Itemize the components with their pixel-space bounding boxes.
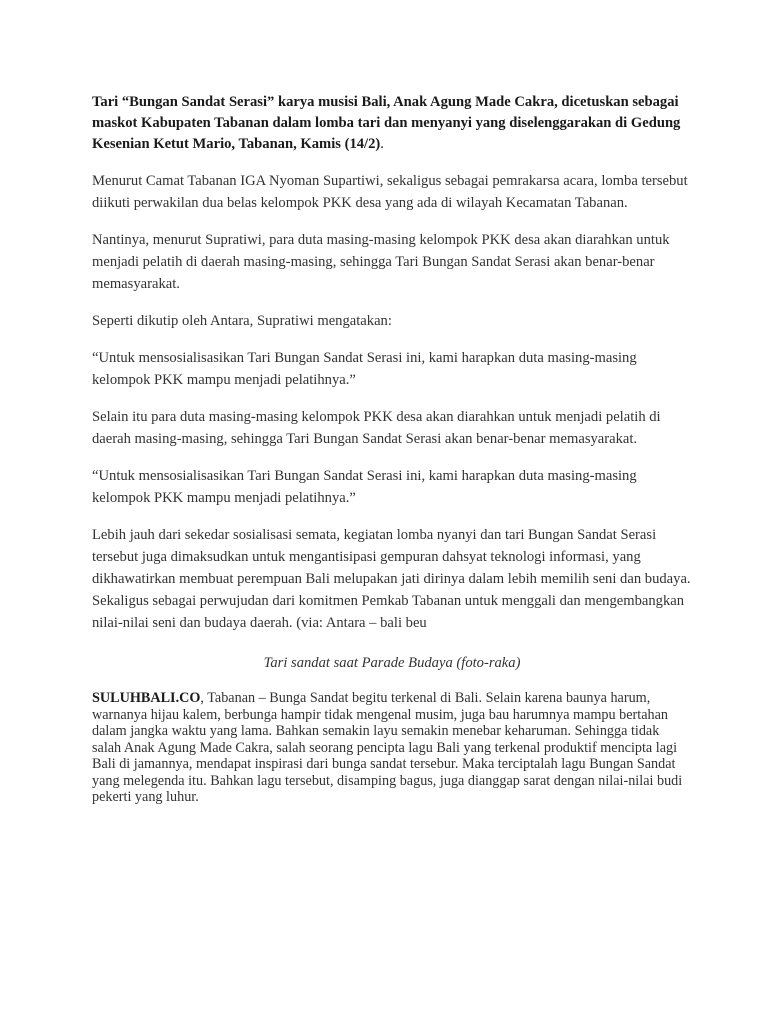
paragraph-lebih-jauh: Lebih jauh dari sekedar sosialisasi semata, kegiatan lomba nyanyi dan tari Bungan Sandat Serasi tersebut juga dimaksudkan untuk mengantisipasi gempuran dahsyat teknologi informasi, yang dikhawatirkan membuat perempuan Bali melupakan jati dirinya dalam lebih memilih seni dan budaya. Sekaligus sebagai perwujudan dari komitmen Pemkab Tabanan untuk menggali dan mengembangkan nilai-nilai seni dan budaya daerah. (via: Antara – bali beu bbox=[92, 527, 691, 631]
quote-paragraph-1: “Untuk mensosialisasikan Tari Bungan Sandat Serasi ini, kami harapkan duta masing-masing kelompok PKK mampu menjadi pelatihnya.” bbox=[92, 350, 637, 388]
closing-paragraph bbox=[92, 690, 692, 806]
lead-paragraph bbox=[92, 92, 692, 155]
lead-paragraph-text: Tari “Bungan Sandat Serasi” karya musisi Bali, Anak Agung Made Cakra, dicetuskan sebagai maskot Kabupaten Tabanan dalam lomba tari dan menyanyi yang diselenggarakan di Gedung Kesenian Ketut Mario, Tabanan, Kamis (14/2) bbox=[92, 94, 681, 152]
document-page bbox=[92, 92, 692, 806]
closing-paragraph-text: , Tabanan – Bunga Sandat begitu terkenal di Bali. Selain karena baunya harum, warnanya hijau kalem, berbunga hampir tidak mengenal musim, juga bau harumnya mampu bertahan dalam jangka waktu yang lama. Bahkan semakin layu semakin menebar keharuman. Sehingga tidak salah Anak Agung Made Cakra, salah seorang pencipta lagu Bali yang terkenal produktif mencipta lagi Bali di jamannya, mendapat inspirasi dari bunga sandat tersebur. Maka terciptalah lagu Bungan Sandat yang melegenda itu. Bahkan lagu tersebut, disamping bagus, juga dianggap sarat dengan nilai-nilai budi pekerti yang luhur. bbox=[92, 690, 683, 805]
lead-paragraph-period: . bbox=[380, 136, 384, 152]
paragraph-camat: Menurut Camat Tabanan IGA Nyoman Supartiwi, sekaligus sebagai pemrakarsa acara, lomba tersebut diikuti perwakilan dua belas kelompok PKK desa yang ada di wilayah Kecamatan Tabanan. bbox=[92, 173, 688, 211]
photo-caption: Tari sandat saat Parade Budaya (foto-raka) bbox=[263, 655, 521, 671]
paragraph-duta-pelatih: Nantinya, menurut Supratiwi, para duta masing-masing kelompok PKK desa akan diarahkan untuk menjadi pelatih di daerah masing-masing, sehingga Tari Bungan Sandat Serasi akan benar-benar memasyarakat. bbox=[92, 232, 670, 292]
paragraph-selain-itu: Selain itu para duta masing-masing kelompok PKK desa akan diarahkan untuk menjadi pelatih di daerah masing-masing, sehingga Tari Bungan Sandat Serasi akan benar-benar memasyarakat. bbox=[92, 409, 661, 447]
paragraph-antara-intro: Seperti dikutip oleh Antara, Supratiwi mengatakan: bbox=[92, 313, 392, 329]
brand-name: SULUHBALI.CO bbox=[92, 690, 201, 706]
quote-paragraph-2: “Untuk mensosialisasikan Tari Bungan Sandat Serasi ini, kami harapkan duta masing-masing kelompok PKK mampu menjadi pelatihnya.” bbox=[92, 468, 637, 506]
